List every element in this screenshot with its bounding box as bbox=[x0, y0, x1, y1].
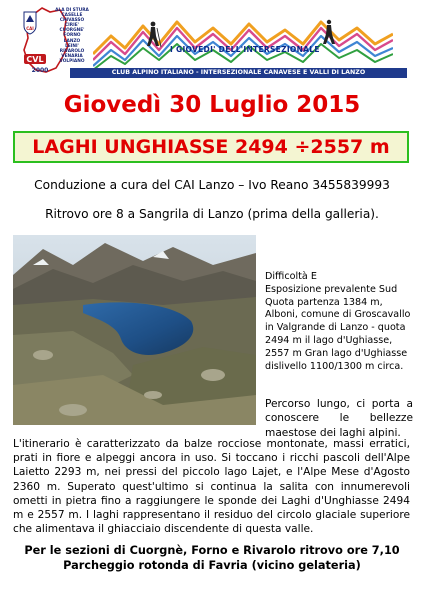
section-name: ALA DI STURA bbox=[55, 8, 89, 13]
cai-strip: CLUB ALPINO ITALIANO - INTERSEZIONALE CANAVESE E VALLI DI LANZO bbox=[70, 68, 407, 78]
trip-info bbox=[265, 271, 413, 373]
footer-line-2: Parcheggio rotonda di Favria (vicino gelateria) bbox=[63, 558, 361, 572]
section-name: CASELLE bbox=[61, 13, 83, 19]
section-name: RIVAROLO bbox=[59, 48, 85, 54]
section-name: CHIVASSO bbox=[59, 18, 85, 24]
section-name: VOLPIANO bbox=[59, 58, 85, 64]
conduction-info: Conduzione a cura del CAI Lanzo – Ivo Reano 3455839993 bbox=[34, 178, 390, 192]
section-name: LEINI' bbox=[65, 43, 79, 49]
itinerary-text: L'itinerario è caratterizzato da balze rocciose montonate, massi erratici, prati in fiore e alpeggi ancora in uso. Si toccano i ricchi pascoli dell'Alpe Laietto 2293 m, nei pressi del piccolo lago Lajet, e l'Alpe Mese d'Agosto 2360 m. Superato quest'ultimo si continua la salita con innumerevoli ometti in pietra fino a raggiungere le sponde dei Laghi d'Unghiasse 2494 m e 2557 m. I laghi rappresentano il residuo del circolo glaciale superiore che alimentava il ghiacciaio discendente di questa valle. bbox=[13, 438, 410, 536]
logo-text: CVL bbox=[26, 55, 44, 64]
section-name: FORNO bbox=[63, 33, 81, 39]
section-name: LANZO bbox=[63, 38, 81, 44]
sections-list bbox=[52, 8, 92, 64]
footer-line-1: Per le sezioni di Cuorgnè, Forno e Rivarolo ritrovo ore 7,10 bbox=[24, 544, 400, 557]
section-name: CUORGNE' bbox=[59, 28, 85, 34]
location: Alboni, comune di Groscavallo in Valgrande di Lanzo - quota 2494 m il lago d'Ughiasse, bbox=[265, 309, 411, 346]
event-title: LAGHI UNGHIASSE 2494 ÷2557 m bbox=[32, 136, 390, 158]
svg-text:CAI: CAI bbox=[26, 26, 34, 31]
route-description: Percorso lungo, ci porta a conoscere le bellezze maestose dei laghi alpini. bbox=[265, 398, 413, 439]
exposure: Esposizione prevalente Sud bbox=[265, 283, 398, 295]
lake-photo bbox=[13, 235, 256, 425]
section-name: CIRIE' bbox=[65, 23, 79, 29]
difficulty: Difficoltà E bbox=[265, 271, 317, 282]
logo-year: 2000 bbox=[31, 67, 49, 74]
meeting-info: Ritrovo ore 8 a Sangrila di Lanzo (prima della galleria). bbox=[45, 207, 379, 221]
lake-altitude: 2557 m Gran lago d'Ughiasse dislivello 1100/1300 m circa. bbox=[265, 347, 408, 372]
banner-title: I GIOVEDI' DELL'INTERSEZIONALE bbox=[170, 45, 320, 54]
section-name: VENARIA bbox=[61, 53, 83, 59]
start-altitude: Quota partenza 1384 m, bbox=[265, 296, 383, 308]
event-date: Giovedì 30 Luglio 2015 bbox=[63, 92, 361, 118]
footer-note bbox=[0, 544, 424, 573]
title-box bbox=[13, 131, 409, 163]
